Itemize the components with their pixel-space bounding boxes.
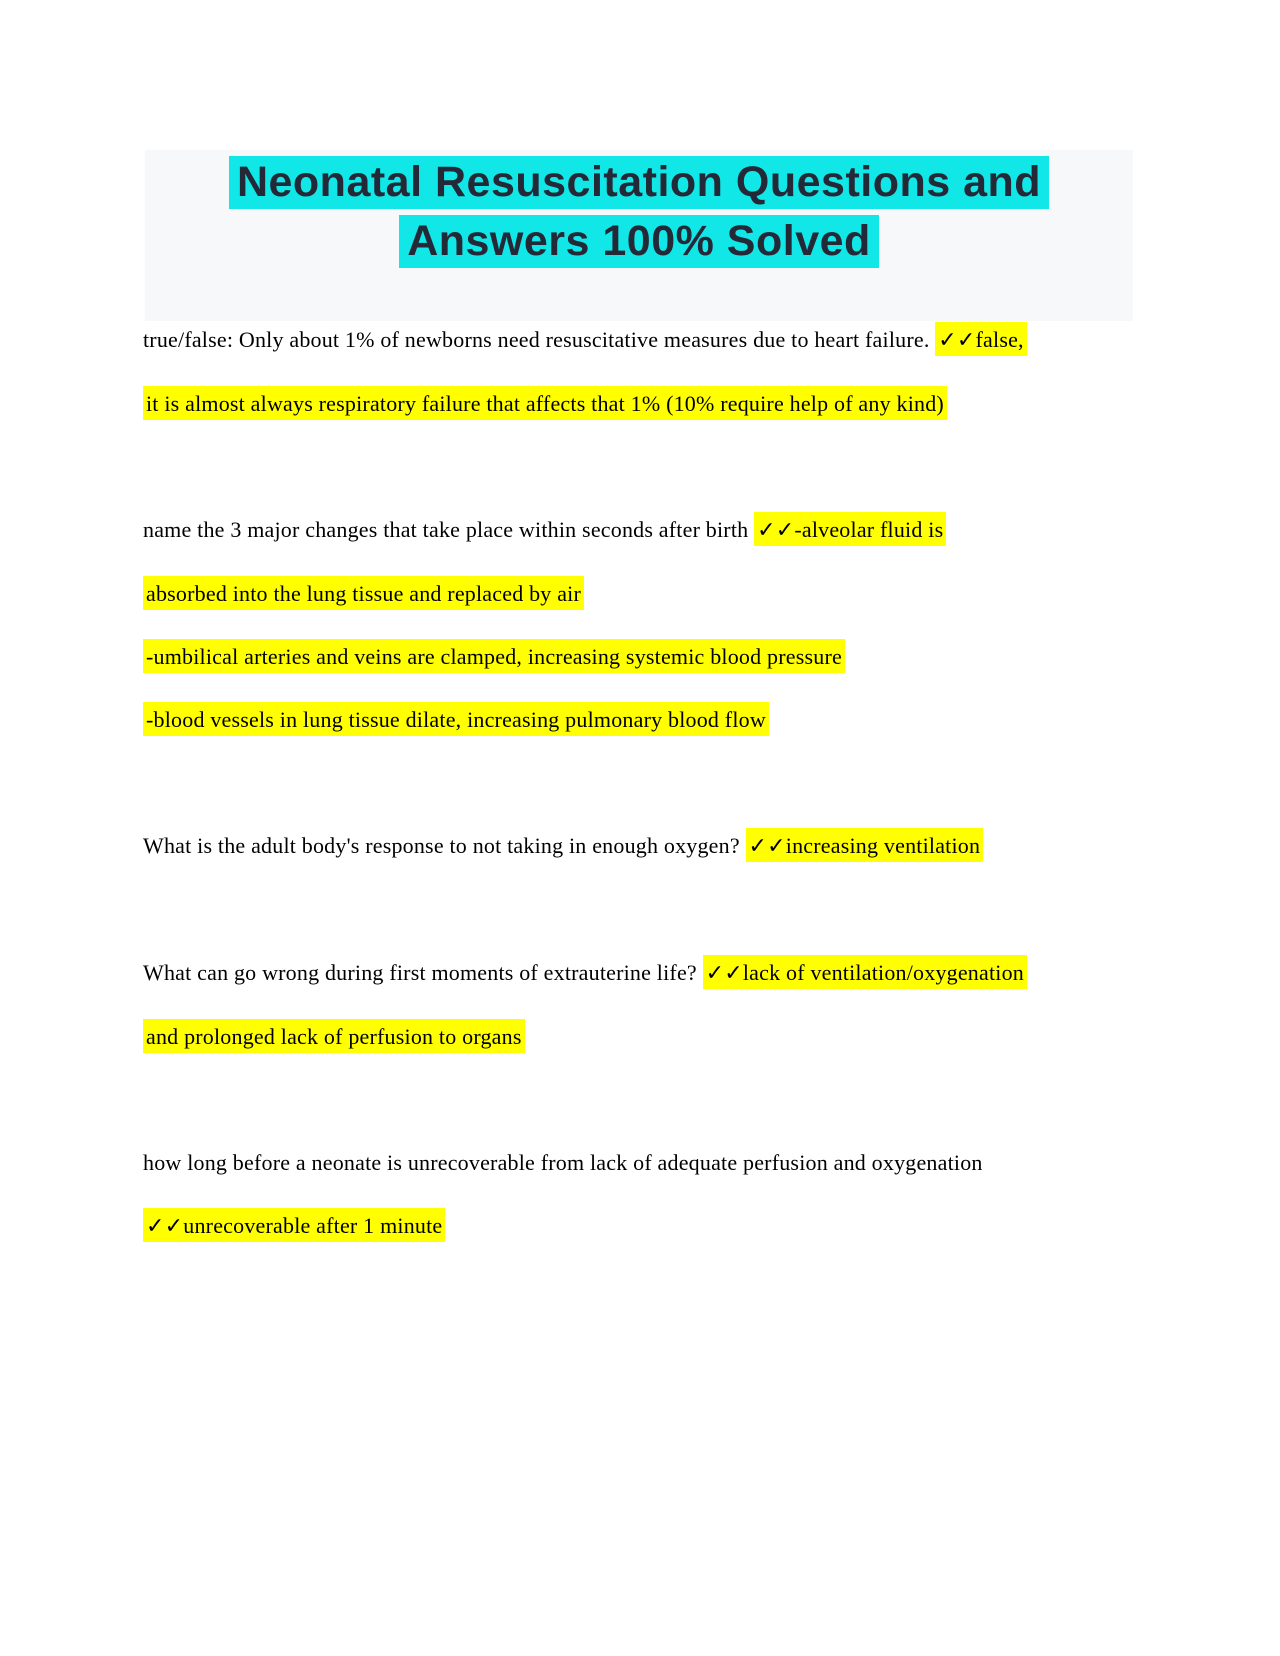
answer-text: lack of ventilation/oxygenation xyxy=(742,960,1024,985)
qa-line xyxy=(143,387,1143,421)
highlighted-answer xyxy=(754,512,946,546)
double-checkmark-icon: ✓✓ xyxy=(705,961,743,986)
highlighted-answer xyxy=(935,322,1027,356)
qa-line xyxy=(143,1020,1143,1054)
qa-paragraph xyxy=(143,829,1143,864)
answer-text: it is almost always respiratory failure that affects that 1% (10% require help of any kind) xyxy=(146,391,944,416)
answer-text: and prolonged lack of perfusion to organs xyxy=(146,1024,522,1049)
page-title-line-2 xyxy=(145,212,1133,271)
highlighted-answer xyxy=(143,576,584,610)
answer-text: absorbed into the lung tissue and replaced by air xyxy=(146,581,582,606)
page-title-text-1: Neonatal Resuscitation Questions and xyxy=(236,158,1042,206)
answer-text: increasing ventilation xyxy=(785,833,981,858)
qa-paragraph xyxy=(143,323,1143,421)
question-text: What can go wrong during first moments of extrauterine life? xyxy=(143,960,703,985)
answer-text: -blood vessels in lung tissue dilate, increasing pulmonary blood flow xyxy=(146,707,766,732)
qa-paragraph xyxy=(143,513,1143,611)
answer-text: -umbilical arteries and veins are clamped, increasing systemic blood pressure xyxy=(146,644,842,669)
double-checkmark-icon: ✓✓ xyxy=(757,518,795,543)
qa-line xyxy=(143,956,1143,991)
qa-paragraph xyxy=(143,640,1143,674)
question-text: What is the adult body's response to not taking in enough oxygen? xyxy=(143,833,746,858)
page-title-text-2: Answers 100% Solved xyxy=(407,217,871,265)
page-title-line-1 xyxy=(145,153,1133,212)
qa-line xyxy=(143,640,1143,674)
qa-line xyxy=(143,577,1143,611)
qa-content xyxy=(143,323,1143,1273)
highlighted-answer xyxy=(746,828,984,862)
answer-text: false, xyxy=(975,327,1024,352)
answer-text: -alveolar fluid is xyxy=(794,517,944,542)
title-highlight xyxy=(229,156,1049,209)
double-checkmark-icon: ✓✓ xyxy=(748,834,786,859)
double-checkmark-icon: ✓✓ xyxy=(146,1214,184,1239)
highlighted-answer xyxy=(143,1019,525,1053)
title-banner xyxy=(145,150,1133,321)
highlighted-answer xyxy=(143,639,845,673)
answer-text: unrecoverable after 1 minute xyxy=(183,1213,443,1238)
qa-line xyxy=(143,513,1143,548)
qa-line xyxy=(143,1209,1143,1244)
qa-line xyxy=(143,1146,1143,1180)
highlighted-answer xyxy=(143,1208,445,1242)
title-highlight xyxy=(399,215,879,268)
question-text: how long before a neonate is unrecoverable from lack of adequate perfusion and oxygenation xyxy=(143,1150,983,1175)
qa-line xyxy=(143,829,1143,864)
highlighted-answer xyxy=(143,386,947,420)
qa-paragraph xyxy=(143,703,1143,737)
question-text: true/false: Only about 1% of newborns need resuscitative measures due to heart failure. xyxy=(143,327,936,352)
qa-line xyxy=(143,323,1143,358)
double-checkmark-icon: ✓✓ xyxy=(938,328,976,353)
qa-line xyxy=(143,703,1143,737)
highlighted-answer xyxy=(143,702,769,736)
question-text: name the 3 major changes that take place within seconds after birth xyxy=(143,517,755,542)
qa-paragraph xyxy=(143,956,1143,1054)
qa-paragraph xyxy=(143,1146,1143,1244)
highlighted-answer xyxy=(703,955,1027,989)
